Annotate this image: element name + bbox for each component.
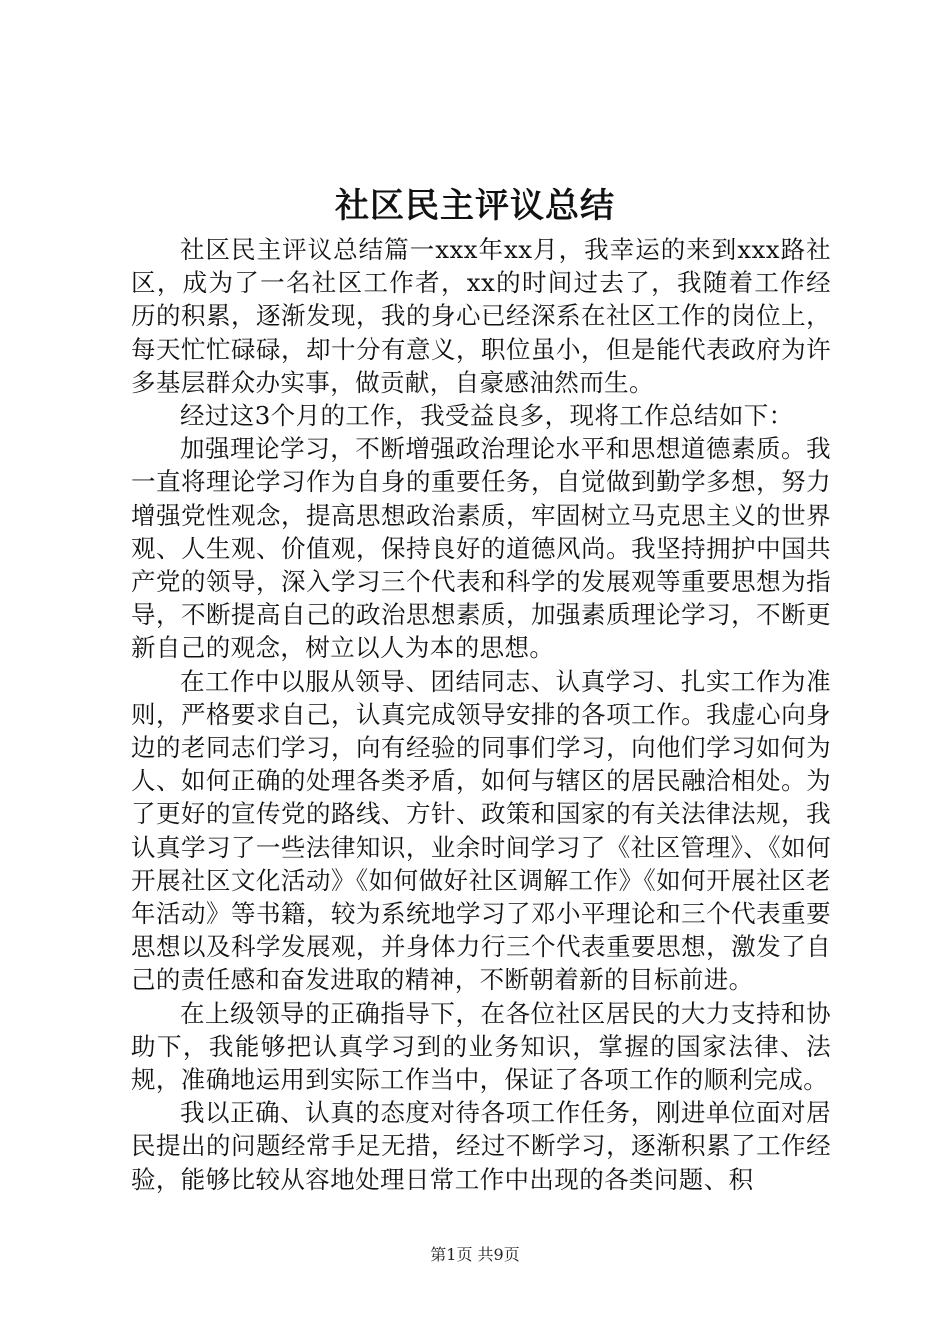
document-body — [131, 233, 831, 1196]
paragraph: 在工作中以服从领导、团结同志、认真学习、扎实工作为准则，严格要求自己，认真完成领导安排的各项工作。我虚心向身边的老同志们学习，向有经验的同事们学习，向他们学习如何为人、如何正确的处理各类矛盾，如何与辖区的居民融洽相处。为了更好的宣传党的路线、方针、政策和国家的有关法律法规，我认真学习了一些法律知识，业余时间学习了《社区管理》、《如何开展社区文化活动》《如何做好社区调解工作》《如何开展社区老年活动》等书籍，较为系统地学习了邓小平理论和三个代表重要思想以及科学发展观，并身体力行三个代表重要思想，激发了自己的责任感和奋发进取的精神，不断朝着新的目标前进。 — [131, 666, 831, 995]
document-title: 社区民主评议总结 — [335, 186, 615, 226]
paragraph: 加强理论学习，不断增强政治理论水平和思想道德素质。我一直将理论学习作为自身的重要任务，自觉做到勤学多想，努力增强党性观念，提高思想政治素质，牢固树立马克思主义的世界观、人生观、价值观，保持良好的道德风尚。我坚持拥护中国共产党的领导，深入学习三个代表和科学的发展观等重要思想为指导，不断提高自己的政治思想素质，加强素质理论学习，不断更新自己的观念，树立以人为本的思想。 — [131, 434, 831, 663]
paragraph: 社区民主评议总结篇一xxx年xx月，我幸运的来到xxx路社区，成为了一名社区工作者，xx的时间过去了，我随着工作经历的积累，逐渐发现，我的身心已经深系在社区工作的岗位上，每天忙忙碌碌，却十分有意义，职位虽小，但是能代表政府为许多基层群众办实事，做贡献，自豪感油然而生。 — [131, 235, 831, 397]
paragraph: 我以正确、认真的态度对待各项工作任务，刚进单位面对居民提出的问题经常手足无措，经过不断学习，逐渐积累了工作经验，能够比较从容地处理日常工作中出现的各类问题、积 — [131, 1098, 831, 1194]
page-number-footer: 第1页 共9页 — [430, 1245, 520, 1264]
paragraph: 在上级领导的正确指导下，在各位社区居民的大力支持和协助下，我能够把认真学习到的业务知识，掌握的国家法律、法规，准确地运用到实际工作当中，保证了各项工作的顺利完成。 — [131, 998, 831, 1095]
paragraph: 经过这3个月的工作，我受益良多，现将工作总结如下： — [180, 401, 794, 431]
